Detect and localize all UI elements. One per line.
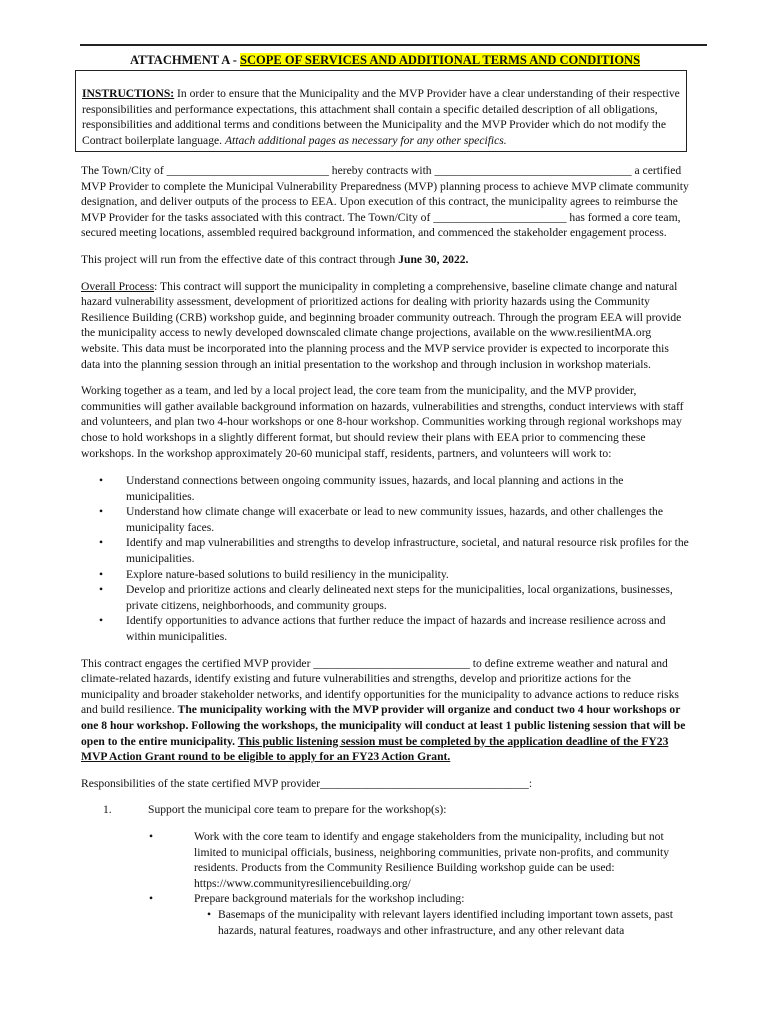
list-item: • Prepare background materials for the workshop including: — [81, 891, 691, 907]
working-together-paragraph: Working together as a team, and led by a local project lead, the core team from the municipality, and the MVP provider, communities will gather available background information on hazards, vulnerabilities and strengths, conduct interviews with staff and volunteers, and plan two 4-hour workshops or one 8-hour workshop. Communities working through regional workshops may chose to hold workshops in a slightly different format, but should review their plans with EEA prior to commencing these workshops. In the workshop approximately 20-60 municipal staff, residents, partners, and volunteers will work to: — [81, 384, 684, 460]
heading-highlighted: SCOPE OF SERVICES AND ADDITIONAL TERMS AND CONDITIONS — [240, 53, 641, 67]
item-text: Support the municipal core team to prepare for the workshop(s): — [148, 803, 447, 817]
engages-bold-underline: This public listening session must be completed by the application deadline of the FY23 MVP Action Grant round to be eligible to apply for an FY23 Action Grant. — [81, 734, 669, 764]
workshop-goals-list — [81, 473, 691, 645]
top-rule — [80, 44, 707, 46]
contract-paragraph: The Town/City of ____________________________ hereby contracts with __________________________________ a certified MVP Provider to complete the Municipal Vulnerability Preparedness (MVP) planning process to achieve MVP climate community designation, and deliver outputs of the process to EEA. Upon execution of this contract, the municipality agrees to reimburse the MVP Provider for the tasks associated with this contract. The Town/City of _______________________ has formed a core team, secured meeting locations, assembled required background information, and commenced the stakeholder engagement process. — [81, 164, 689, 240]
list-item: • Identify opportunities to advance actions that further reduce the impact of hazards and increase resilience across and within municipalities. — [81, 613, 691, 644]
document-body — [81, 163, 691, 938]
background-materials-list — [81, 907, 691, 938]
instructions-box — [75, 70, 687, 152]
list-item: • Understand how climate change will exacerbate or lead to new community issues, hazards, and other challenges the municipality faces. — [81, 504, 691, 535]
overall-process-text: : This contract will support the municipality in completing a comprehensive, baseline climate change and natural hazard vulnerability assessment, development of prioritized actions for dealing with priority hazards using the Community Resilience Building (CRB) workshop guide, and beginning broader community outreach. Through the program EEA will provide the municipality access to newly developed downscaled climate change projections, available on the www.resilientMA.org website. This data must be incorporated into the planning process and the MVP service provider is expected to incorporate this data into the planning session through an initial presentation to the workshop and through inclusion in workshop materials. — [81, 279, 682, 371]
run-text: This project will run from the effective date of this contract through — [81, 252, 399, 266]
project-run-paragraph — [81, 252, 691, 268]
responsibilities-intro: Responsibilities of the state certified MVP provider____________________________________: — [81, 776, 533, 790]
instructions-text: In order to ensure that the Municipality and the MVP Provider have a clear understanding of their respective responsibilities and performance expectations, this attachment shall contain a specific detailed description of all obligations, responsibilities and additional terms and conditions between the Municipality and the MVP Provider which do not modify the Contract boilerplate language. — [82, 87, 680, 147]
instructions-italic-note: Attach additional pages as necessary for any other specifics. — [224, 133, 507, 147]
overall-process-paragraph — [81, 279, 691, 373]
overall-process-label: Overall Process — [81, 279, 155, 293]
engages-text: This contract engages the certified MVP provider ___________________________ to define extreme weather and natural and climate-related hazards, identify existing and future vulnerabilities and strengths, develop and prioritize actions for the municipality and broader stakeholder networks, and identify opportunities for the municipality to advance actions to reduce risks and build resilience. — [81, 656, 679, 717]
list-item: • Identify and map vulnerabilities and strengths to develop infrastructure, societal, and natural resource risk profiles for the municipalities. — [81, 535, 691, 566]
instructions-label: INSTRUCTIONS: — [82, 87, 175, 100]
list-item: • Develop and prioritize actions and clearly delineated next steps for the municipalities, local organizations, businesses, private citizens, neighborhoods, and community groups. — [81, 582, 691, 613]
list-item: • Understand connections between ongoing community issues, hazards, and local planning and actions in the municipalities. — [81, 473, 691, 504]
engages-paragraph — [81, 656, 691, 765]
list-item: • Basemaps of the municipality with relevant layers identified including important town assets, past hazards, natural features, roadways and other infrastructure, and any other relevant data — [81, 907, 691, 938]
item-number: 1. — [103, 803, 112, 817]
responsibility-sublist — [81, 829, 691, 907]
list-item: • Work with the core team to identify and engage stakeholders from the municipality, including but not limited to municipal officials, business, neighboring communities, private non-profits, and community residents. Products from the Community Resilience Building workshop guide can be used: https://www.communityresiliencebuilding.org/ — [81, 829, 691, 891]
responsibility-item — [81, 802, 691, 818]
page-heading — [0, 53, 770, 68]
run-date: June 30, 2022. — [398, 252, 469, 266]
heading-prefix: ATTACHMENT A - — [129, 53, 241, 67]
engages-bold: The municipality working with the MVP provider will organize and conduct two 4 hour workshops or one 8 hour workshop. Following the workshops, the municipality will conduct at least 1 public listening session that will be open to the entire municipality. — [81, 703, 686, 748]
list-item: • Explore nature-based solutions to build resiliency in the municipality. — [81, 567, 691, 583]
